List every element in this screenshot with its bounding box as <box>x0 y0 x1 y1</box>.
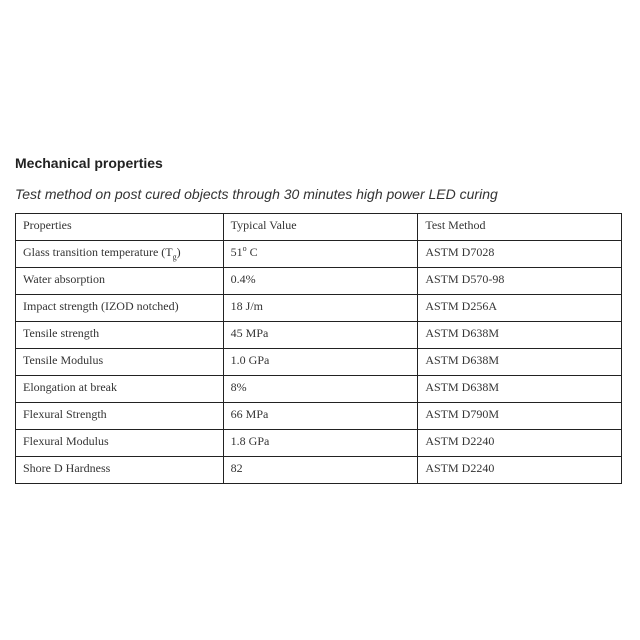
method-cell: ASTM D638M <box>418 349 622 376</box>
value-cell: 1.0 GPa <box>223 349 418 376</box>
property-cell: Water absorption <box>16 268 224 295</box>
table-row <box>16 322 622 349</box>
method-cell: ASTM D638M <box>418 376 622 403</box>
property-cell: Tensile strength <box>16 322 224 349</box>
method-cell: ASTM D7028 <box>418 241 622 268</box>
method-cell: ASTM D638M <box>418 322 622 349</box>
table-row <box>16 403 622 430</box>
value-cell: 66 MPa <box>223 403 418 430</box>
property-cell: Flexural Modulus <box>16 430 224 457</box>
property-cell: Flexural Strength <box>16 403 224 430</box>
table-row <box>16 268 622 295</box>
value-cell: 1.8 GPa <box>223 430 418 457</box>
table-row <box>16 376 622 403</box>
property-cell: Elongation at break <box>16 376 224 403</box>
value-cell: 82 <box>223 457 418 484</box>
table-row <box>16 430 622 457</box>
value-cell: 51$^o$ C <box>223 241 418 268</box>
method-cell: ASTM D256A <box>418 295 622 322</box>
method-cell: ASTM D570-98 <box>418 268 622 295</box>
mechanical-properties-table <box>15 213 622 484</box>
method-cell: ASTM D2240 <box>418 457 622 484</box>
table-row <box>16 349 622 376</box>
method-cell: ASTM D2240 <box>418 430 622 457</box>
table-row <box>16 241 622 268</box>
section-title: Mechanical properties <box>15 155 163 171</box>
value-cell: 45 MPa <box>223 322 418 349</box>
value-cell: 18 J/m <box>223 295 418 322</box>
property-cell: Tensile Modulus <box>16 349 224 376</box>
table-header-row <box>16 214 622 241</box>
header-typical-value: Typical Value <box>223 214 418 241</box>
table-row <box>16 457 622 484</box>
property-cell: Glass transition temperature $(T_g)$ <box>16 241 224 268</box>
property-cell: Impact strength (IZOD notched) <box>16 295 224 322</box>
method-cell: ASTM D790M <box>418 403 622 430</box>
table-row <box>16 295 622 322</box>
header-properties: Properties <box>16 214 224 241</box>
value-cell: 0.4% <box>223 268 418 295</box>
value-cell: 8% <box>223 376 418 403</box>
section-subtitle: Test method on post cured objects through 30 minutes high power LED curing <box>15 186 498 202</box>
property-cell: Shore D Hardness <box>16 457 224 484</box>
header-test-method: Test Method <box>418 214 622 241</box>
